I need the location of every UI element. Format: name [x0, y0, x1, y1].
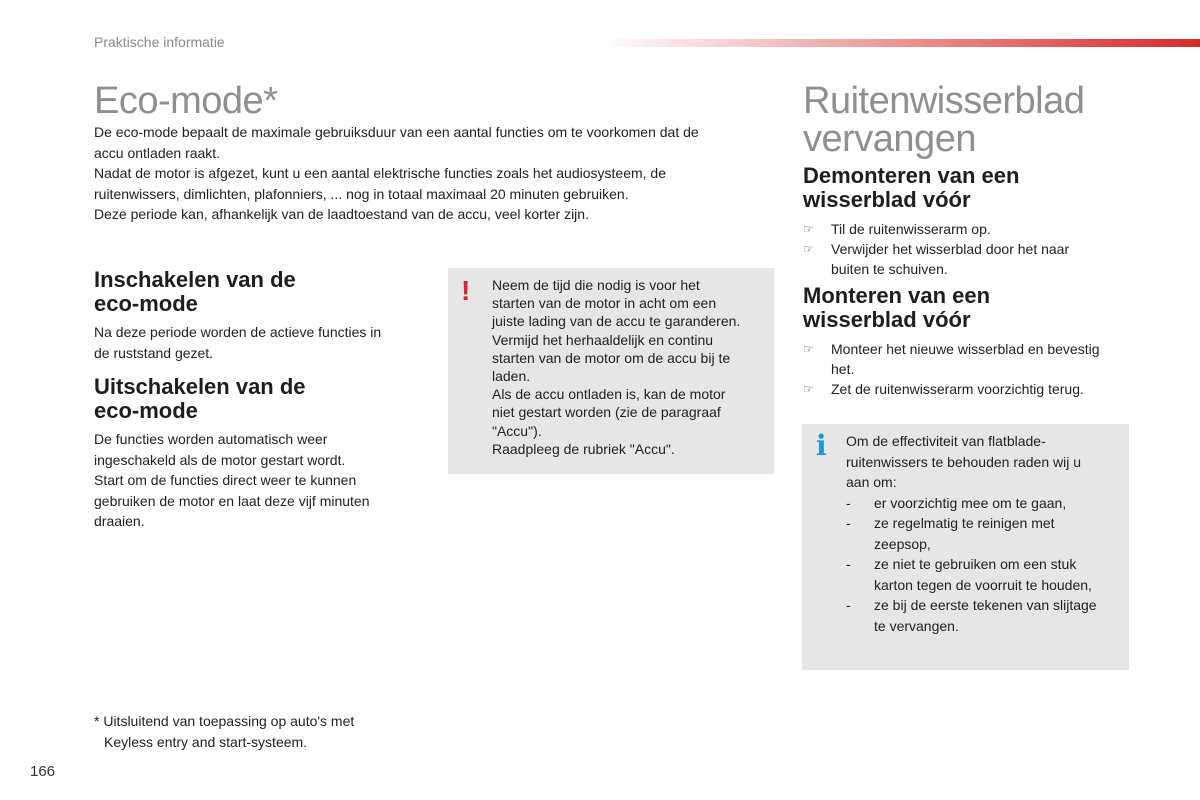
warning-line: laden. [492, 368, 531, 385]
warning-line: Neem de tijd die nodig is voor het [492, 277, 700, 293]
warning-line: niet gestart worden (zie de paragraaf [492, 404, 721, 421]
info-list-item [846, 493, 1126, 514]
text-line: De functies worden automatisch weer [94, 431, 328, 447]
warning-line: "Accu"). [492, 422, 542, 439]
section-header: Praktische informatie [94, 34, 225, 50]
wiper-remove-heading [803, 164, 1019, 212]
eco-off-heading [94, 375, 306, 423]
warning-line: starten van de motor in acht om een [492, 295, 717, 312]
pointing-hand-icon: ☞ [803, 242, 814, 256]
wiper-remove-steps [803, 219, 1133, 279]
wiper-mount-steps [803, 339, 1143, 399]
text-line: draaien. [94, 513, 145, 529]
intro-line: accu ontladen raakt. [94, 144, 221, 161]
text-line: Start om de functies direct weer te kunnen [94, 472, 357, 488]
footnote-line: * Uitsluitend van toepassing op auto's met [94, 713, 355, 729]
step-line: Zet de ruitenwisserarm voorzichtig terug. [831, 381, 1084, 397]
dash-marker: - [846, 597, 851, 613]
info-item-line: er voorzichtig mee om te gaan, [874, 494, 1067, 511]
heading-line: eco-mode [94, 291, 198, 316]
text-line: de ruststand gezet. [94, 344, 214, 361]
dash-marker: - [846, 515, 851, 531]
step-item [803, 239, 1133, 279]
footnote [94, 711, 414, 752]
eco-intro-paragraph [94, 122, 774, 225]
pointing-hand-icon: ☞ [803, 382, 814, 396]
title-line: Ruitenwisserblad [803, 80, 1085, 122]
info-list-item [846, 513, 1126, 554]
step-item [803, 379, 1143, 399]
text-line: Na deze periode worden de actieve functies in [94, 324, 382, 340]
heading-line: Monteren van een [803, 283, 991, 308]
heading-line: eco-mode [94, 398, 198, 423]
step-item [803, 339, 1143, 379]
warning-line: starten van de motor om de accu bij te [492, 349, 731, 366]
pointing-hand-icon: ☞ [803, 222, 814, 236]
eco-on-text [94, 322, 424, 363]
info-list-item [846, 554, 1126, 595]
text-line: gebruiken de motor en laat deze vijf minuten [94, 492, 370, 509]
info-line: ruitenwissers te behouden raden wij u [846, 453, 1082, 470]
info-item-line: zeepsop, [874, 535, 931, 552]
info-list-item [846, 595, 1126, 636]
info-item-line: ze bij de eerste tekenen van slijtage [874, 597, 1097, 613]
intro-line: De eco-mode bepaalt de maximale gebruiksduur van een aantal functies om te voorkomen dat de [94, 124, 699, 140]
eco-mode-title: Eco-mode* [94, 80, 278, 122]
info-line: Om de effectiviteit van flatblade- [846, 433, 1046, 449]
warning-icon: ! [461, 275, 471, 306]
intro-line: Deze periode kan, afhankelijk van de laadtoestand van de accu, veel korter zijn. [94, 206, 589, 222]
warning-line: Als de accu ontladen is, kan de motor [492, 386, 726, 403]
text-line: ingeschakeld als de motor gestart wordt. [94, 451, 346, 468]
page-number: 166 [30, 763, 56, 780]
wiper-title [803, 82, 1084, 158]
pointing-hand-icon: ☞ [803, 342, 814, 356]
eco-off-text [94, 429, 424, 532]
info-line: aan om: [846, 474, 897, 490]
dash-marker: - [846, 556, 851, 572]
info-text [846, 431, 1126, 636]
info-item-line: ze niet te gebruiken om een stuk [874, 556, 1077, 572]
heading-line: Inschakelen van de [94, 267, 296, 292]
header-accent-bar [600, 39, 1200, 47]
footnote-line: Keyless entry and start-systeem. [104, 733, 308, 750]
step-item [803, 219, 1133, 239]
step-line: buiten te schuiven. [831, 261, 948, 277]
heading-line: wisserblad vóór [803, 307, 971, 332]
warning-line: juiste lading van de accu te garanderen. [492, 313, 741, 330]
intro-line: ruitenwissers, dimlichten, plafonniers, ... nog in totaal maximaal 20 minuten gebruiken. [94, 185, 629, 202]
info-icon: i [816, 429, 827, 462]
intro-line: Nadat de motor is afgezet, kunt u een aantal elektrische functies zoals het audiosysteem, de [94, 165, 666, 181]
warning-text [492, 276, 770, 458]
step-line: het. [831, 361, 855, 377]
dash-marker: - [846, 494, 851, 511]
wiper-mount-heading [803, 284, 990, 332]
heading-line: wisserblad vóór [803, 187, 971, 212]
title-line: vervangen [803, 118, 976, 160]
step-line: Verwijder het wisserblad door het naar [831, 241, 1070, 257]
eco-on-heading [94, 268, 296, 316]
heading-line: Demonteren van een [803, 163, 1020, 188]
info-item-line: te vervangen. [874, 617, 959, 634]
heading-line: Uitschakelen van de [94, 374, 306, 399]
step-line: Monteer het nieuwe wisserblad en bevestig [831, 341, 1100, 357]
step-line: Til de ruitenwisserarm op. [831, 221, 991, 237]
warning-line: Vermijd het herhaaldelijk en continu [492, 331, 714, 348]
info-item-line: ze regelmatig te reinigen met [874, 515, 1055, 531]
warning-line: Raadpleeg de rubriek "Accu". [492, 440, 675, 457]
info-item-line: karton tegen de voorruit te houden, [874, 576, 1092, 593]
